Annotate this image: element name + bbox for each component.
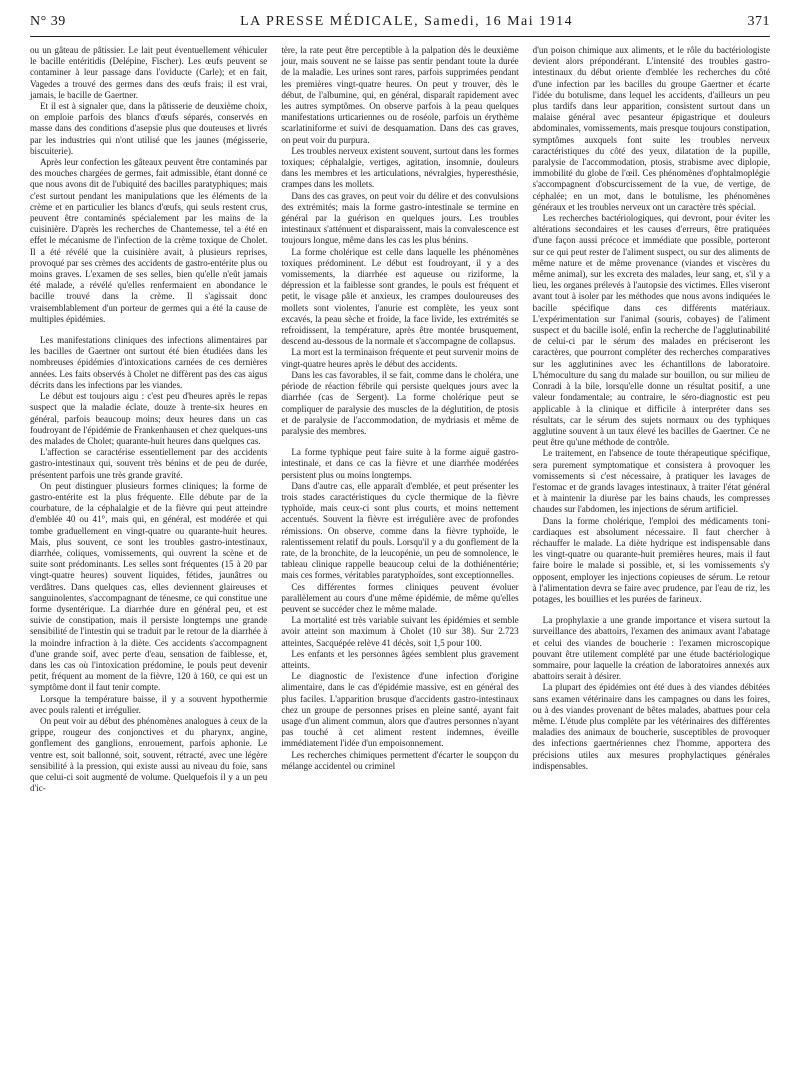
paragraph: Les manifestations cliniques des infections alimentaires par les bacilles de Gaertner ont surtout été bien étudiées dans les nombreuses épidémies d'intoxications carnées de ces dernières années. Les faits observés à Cholet ne diffèrent pas des cas aigus décrits dans les infections par les viandes. [30,335,268,390]
paragraph: La prophylaxie a une grande importance et visera surtout la surveillance des abattoirs, l'examen des animaux avant l'abatage et celui des viandes de boucherie : l'examen microscopique pouvant être utilement complété par une étude bactériologique sommaire, pour laquelle la création de laboratoires annexés aux abattoirs serait à désirer. [532,615,770,682]
paragraph: Dans les cas favorables, il se fait, comme dans le choléra, une période de réaction fébrile qui persiste quelques jours avec la diarrhée (cas de Sergent). La forme cholérique peut se compliquer de paralysie des muscles de la déglutition, de ptosis et de paralysie de l'accommodation, de mydriasis et même de paralysie des membres. [281,369,519,436]
paragraph: Dans d'autre cas, elle apparaît d'emblée, et peut présenter les trois stades caractéristiques du cycle thermique de la fièvre typhoïde, mais ceux-ci sont plus courts, et moins nettement accentués. Souvent la fièvre est irrégulière avec de profondes rémissions. On observe, comme dans la fièvre typhoïde, le ralentissement relatif du pouls. Lorsqu'il y a du gonflement de la rate, de la bronchite, de la leucopénie, un peu de somnolence, le tableau clinique rappelle beaucoup celui de la dothiénentérie; mais ces formes, véritables paratyphoïdes, sont exceptionnelles. [281,480,519,581]
paragraph: Les enfants et les personnes âgées semblent plus gravement atteints. [281,648,519,670]
paragraph: Dans la forme cholérique, l'emploi des médicaments toni-cardiaques est absolument nécessaire. Il faut chercher à réchauffer le malade. La diète hydrique est indispensable dans les vingt-quatre ou quarante-huit premières heures, mais il faut faire boire le malade si possible, et, si les vomissements s'y opposent, employer les injections copieuses de sérum. Le retour à l'alimentation devra se faire avec prudence, par l'eau de riz, les potages, les bouillies et les purées de farineux. [532,515,770,604]
column-left [30,45,267,794]
paragraph: Les recherches bactériologiques, qui devront, pour éviter les altérations secondaires et les causes d'erreurs, être pratiquées d'une façon aussi précoce et immédiate que possible, porteront sur ce qui peut rester de l'aliment suspect, ou sur des aliments de même nature et de même provenance (viandes et viscères du même animal), sur les excreta des malades, leur sang, et, s'il y a lieu, les organes prélevés à l'autopsie des victimes. Elles viseront avant tout à isoler par les méthodes que nous avons indiquées le bacille spécifique dans ces différents matériaux. L'expérimentation sur l'animal (souris, cobayes) de l'aliment suspect et du bacille isolé, enfin la recherche de l'agglutinabilité de celui-ci par le sérum des malades en préciseront les caractères, que pourront compléter des recherches comparatives sur les agglutinines avec les échantillons de laboratoire. L'hémoculture du sang du malade sur bouillon, ou sur milieu de Conradi à la bile, lorsqu'elle donne un résultat positif, a une valeur fondamentale; au contraire, le séro-diagnostic est peu applicable à la clinique et difficile à interpréter dans ses résultats, car le sérum des sujets normaux ou des typhiques agglutine souvent à un taux élevé les bacilles de Gaertner. Ce ne peut être qu'une méthode de contrôle. [532,213,770,448]
paragraph: ou un gâteau de pâtissier. Le lait peut éventuellement véhiculer le bacille entéritidis (Delépine, Fischer). Les œufs peuvent se contaminer à leur passage dans l'oviducte (Carle); et en fait, Vagedes a trouvé des germes dans des œufs frais; il est vrai, jamais, le bacille de Gaertner. [30,45,268,100]
paragraph: Les troubles nerveux existent souvent, surtout dans les formes toxiques; céphalalgie, vertiges, agitation, insomnie, douleurs dans les membres et les articulations, névralgies, hyperesthésie, crampes dans les mollets. [281,145,519,190]
paragraph: Et il est à signaler que, dans la pâtisserie de deuxième choix, on emploie parfois des blancs d'œufs séparés, conservés en masse dans des conditions d'asepsie plus que douteuses et livrés par les industries qui n'ont utilisé que les jaunes (mégisserie, biscuiterie). [30,101,268,156]
journal-title: LA PRESSE MÉDICALE, Samedi, 16 Mai 1914 [240,14,574,29]
paragraph: Après leur confection les gâteaux peuvent être contaminés par des mouches chargées de germes, fait admissible, étant donné ce que nous avons dit de l'ubiquité des bacilles paratyphiques; mais c'est surtout pendant les manipulations que les éléments de la crème et en particulier les blancs d'œufs, qui seuls restent crus, peuvent être contaminés spécialement par les mains de la cuisinière. D'après les recherches de Chantemesse, tel a été en effet le mécanisme de l'infection de la crème toxique de Cholet. Il a été révélé que la cuisinière avait, à plusieurs reprises, provoqué par ses crèmes des accidents de gastro-entérite plus ou moins graves. L'examen de ses selles, bien qu'elle n'eût jamais été malade, a révélé qu'elles renfermaient en abondance le bacille trouvé dans la crème. Il s'agissait donc vraisemblablement d'un porteur de germes qui a été la cause de multiples épidémies. [30,157,268,324]
paragraph: tère, la rate peut être perceptible à la palpation dès le deuxième jour, mais souvent ne se laisse pas sentir pendant toute la durée de la maladie. Les urines sont rares, parfois supprimées pendant les premières vingt-quatre heures. On peut y trouver, dès le début, de l'albumine, qui, en général, disparaît rapidement avec les autres symptômes. On observe parfois à la peau quelques manifestations urticariennes ou de roséole, parfois un érythème scarlatiniforme et suivi de desquamation. Dans des cas graves, on peut voir du purpura. [281,45,519,145]
text-columns [30,45,770,794]
paragraph: Le traitement, en l'absence de toute thérapeutique spécifique, sera purement symptomatique et consistera à provoquer les vomissements si c'est nécessaire, à pratiquer les lavages de l'estomac et de grands lavages intestinaux, à traiter l'état général et à maintenir la diurèse par les bains chauds, les compresses chaudes sur l'abdomen, les injections de sérum artificiel. [532,448,770,515]
paragraph: La forme cholérique est celle dans laquelle les phénomènes toxiques prédominent. Le début est foudroyant, il y a des vomissements, la diarrhée est aqueuse ou riziforme, la dépression et la faiblesse sont grandes, le pouls est fréquent et petit, le visage pâle et anxieux, les crampes douloureuses des mollets sont violentes, l'anurie est complète, les yeux sont excavés, la peau sèche et froide, la face livide, les extrémités se refroidissent, la température, après être montée brusquement, descend au-dessous de la normale et s'accompagne de collapsus. [281,246,519,347]
paragraph: La forme typhique peut faire suite à la forme aiguë gastro-intestinale, et dans ce cas la fièvre et une diarrhée modérées persistent plus ou moins longtemps. [281,447,519,480]
paragraph: Les recherches chimiques permettent d'écarter le soupçon du mélange accidentel ou criminel [281,749,519,771]
paragraph: Le diagnostic de l'existence d'une infection d'origine alimentaire, dans le cas d'épidémie massive, est en général des plus faciles. L'apparition brusque d'accidents gastro-intestinaux chez un groupe de personnes prises en pleine santé, ayant fait usage d'un aliment commun, alors que d'autres personnes n'ayant pas touché à cet aliment restent indemnes, éveille immédiatement l'idée d'un empoisonnement. [281,671,519,749]
paragraph: On peut voir au début des phénomènes analogues à ceux de la grippe, rougeur des conjonctives et du pharynx, angine, gonflement des ganglions, enrouement, parfois aphonie. Le ventre est, soit ballonné, soit, souvent, rétracté, avec une légère sensibilité à la pression, qui existe aussi au niveau du foie, sans que celui-ci soit augmenté de volume. Quelquefois il y a un peu d'ic- [30,715,268,794]
paragraph: Ces différentes formes cliniques peuvent évoluer parallèlement au cours d'une même épidémie, de même qu'elles peuvent se succéder chez le même malade. [281,581,519,614]
paragraph: La plupart des épidémies ont été dues à des viandes débitées sans examen vétérinaire dans les campagnes ou dans les foires, ou à des viandes provenant de bêtes malades, abattues pour cela même. L'étude plus complète par les vétérinaires des différentes maladies des animaux de boucherie, susceptibles de provoquer des infections gaertnériennes chez l'homme, apportera des précisions utiles aux mesures prophylactiques générales indispensables. [532,682,770,771]
issue-number: N° 39 [30,14,66,29]
paragraph: On peut distinguer plusieurs formes cliniques; la forme de gastro-entérite est la plus fréquente. Elle débute par de la courbature, de la céphalalgie et de la fièvre qui peut atteindre d'emblée 40 ou 41°, mais qui, en général, est modérée et qui tombe graduellement en vingt-quatre ou quarante-huit heures. Mais, plus souvent, ce sont les troubles gastro-intestinaux, diarrhée, coliques, vomissements, qui ouvrent la scène et de suite sont prédominants. Les selles sont fréquentes (15 à 20 par vingt-quatre heures) souvent liquides, fétides, jaunâtres ou verdâtres. Dans quelques cas, elles deviennent glaireuses et sanguinolentes, s'accompagnant de ténesme, ce qui constitue une forme dysentérique. La diarrhée dure en général peu, et est suivie de constipation, mais il persiste longtemps une grande sensibilité de l'intestin qui se traduit par le retour de la diarrhée à la moindre infraction à la diète. Ces accidents s'accompagnent d'une grande soif, avec perte d'eau, sensation de faiblesse, et, dans les cas où l'intoxication prédomine, le pouls peut devenir petit, fréquent au moment de la fièvre, 120 à 160, ce qui est un symptôme dont il faut tenir compte. [30,480,268,693]
column-right [533,45,770,794]
paragraph: Le début est toujours aigu : c'est peu d'heures après le repas suspect que la maladie éclate, douze à trente-six heures en général, parfois beaucoup moins; deux heures dans un cas foudroyant de l'épidémie de Frankenhausen et chez quelques-uns des malades de Cholet; quarante-huit heures dans quelques cas. [30,391,268,446]
paragraph: d'un poison chimique aux aliments, et le rôle du bactériologiste devient alors prépondérant. L'intensité des troubles gastro-intestinaux du début oriente d'emblée les recherches du côté d'une infection par les bacilles du groupe Gaertner et écarte l'idée du botulisme, dans lequel les accidents, d'ailleurs un peu plus tardifs dans leur apparition, consistent surtout dans un malaise général avec pesanteur épigastrique et douleurs abdominales, vomissements, mais presque toujours constipation, symptômes auxquels font suite les troubles nerveux caractéristiques du côté des yeux, dilatation de la pupille, paralysie de l'accommodation, ptosis, strabisme avec diplopie, immobilité du globe de l'œil. Ces phénomènes d'ophtalmoplégie s'accompagnent d'obscurcissement de la vue, de vertige, de céphalée; en un mot, dans le botulisme, les phénomènes généraux et les troubles nerveux ont un caractère très spécial. [532,45,770,212]
paragraph: Dans des cas graves, on peut voir du délire et des convulsions des extrémités; mais la forme gastro-intestinale se termine en général par la guérison en quelques jours. Les troubles intestinaux s'atténuent et disparaissent, mais la convalescence est toujours longue, même dans les cas les plus bénins. [281,190,519,246]
paragraph: La mortalité est très variable suivant les épidémies et semble avoir atteint son maximum à Cholet (10 sur 38). Sur 2.723 atteintes, Sacquépée relève 41 décès, soit 1,5 pour 100. [281,615,519,648]
page-header [30,14,770,37]
page-number: 371 [747,14,770,29]
paragraph: Lorsque la température baisse, il y a souvent hypothermie avec pouls ralenti et irrégulier. [30,693,268,715]
paragraph: La mort est la terminaison fréquente et peut survenir moins de vingt-quatre heures après le début des accidents. [281,347,519,369]
column-middle [281,45,518,794]
paragraph: L'affection se caractérise essentiellement par des accidents gastro-intestinaux qui, souvent très bénins et de peu de durée, présentent parfois une très grande gravité. [30,447,268,480]
